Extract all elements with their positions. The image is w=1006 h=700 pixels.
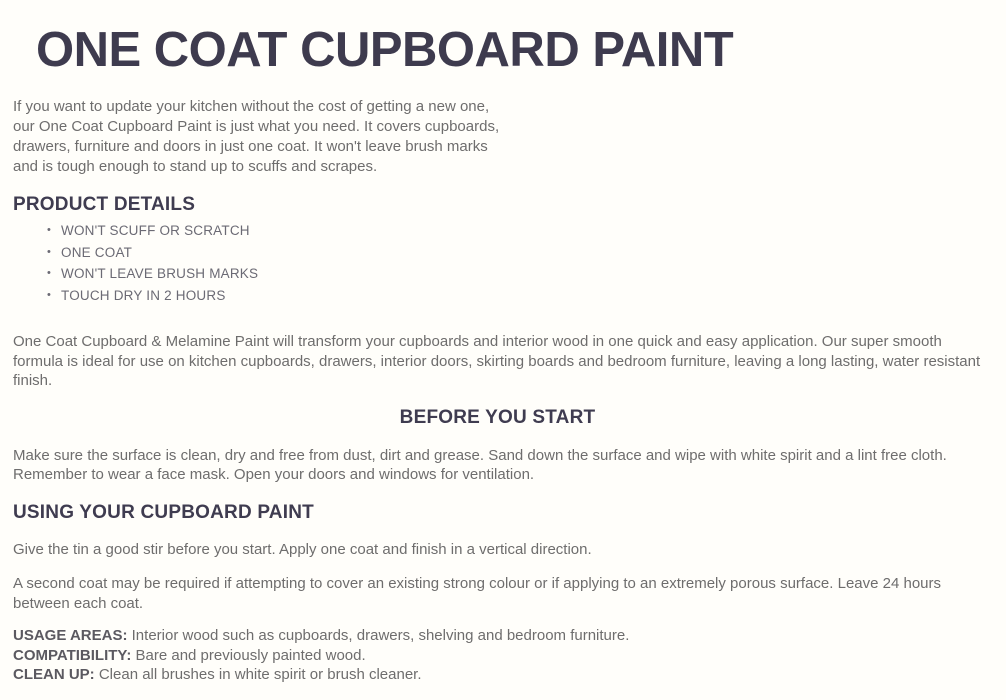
intro-paragraph: If you want to update your kitchen without the cost of getting a new one, our One Coat Cupboard Paint is just what you need. It covers cupboards, drawers, furniture and doors in just one coat. It won't leave brush marks and is tough enough to stand up to scuffs and scrapes. — [13, 98, 500, 175]
usage-instruction-paragraph: Give the tin a good stir before you start. Apply one coat and finish in a vertical direction. — [13, 540, 592, 558]
product-details-bullet: • ONE COAT — [47, 242, 982, 264]
spec-list — [13, 626, 982, 685]
spec-row-clean-up — [13, 665, 982, 685]
page-title: ONE COAT CUPBOARD PAINT — [36, 23, 734, 77]
product-details-list — [13, 220, 982, 306]
spec-row-compatibility — [13, 646, 982, 666]
product-details-bullet: • WON'T SCUFF OR SCRATCH — [47, 220, 982, 242]
before-you-start-paragraph: Make sure the surface is clean, dry and free from dust, dirt and grease. Sand down the surface and wipe with white spirit and a lint free cloth. Remember to wear a face mask. Open your doors and windows for ventilation. — [13, 446, 947, 483]
before-you-start-heading: BEFORE YOU START — [399, 406, 596, 428]
product-details-bullet: • TOUCH DRY IN 2 HOURS — [47, 285, 982, 307]
spec-row-usage-areas — [13, 626, 982, 646]
product-details-bullet: • WON'T LEAVE BRUSH MARKS — [47, 263, 982, 285]
product-page — [0, 24, 1006, 700]
using-your-cupboard-paint-heading: USING YOUR CUPBOARD PAINT — [13, 501, 314, 523]
spec-value: Interior wood such as cupboards, drawers, shelving and bedroom furniture. — [127, 627, 630, 644]
spec-label: COMPATIBILITY: — [13, 646, 132, 664]
spec-value: Bare and previously painted wood. — [131, 646, 366, 664]
product-details-heading: PRODUCT DETAILS — [13, 194, 196, 215]
description-paragraph: One Coat Cupboard & Melamine Paint will transform your cupboards and interior wood in one quick and easy application. Our super smooth formula is ideal for use on kitchen cupboards, drawers, interior doors, skirting boards and bedroom furniture, leaving a long lasting, water resistant finish. — [13, 333, 981, 389]
second-coat-paragraph: A second coat may be required if attempting to cover an existing strong colour or if applying to an extremely porous surface. Leave 24 hours between each coat. — [13, 575, 942, 612]
spec-label: USAGE AREAS: — [13, 627, 128, 644]
spec-label: CLEAN UP: — [13, 666, 95, 684]
spec-value: Clean all brushes in white spirit or brush cleaner. — [94, 666, 422, 684]
